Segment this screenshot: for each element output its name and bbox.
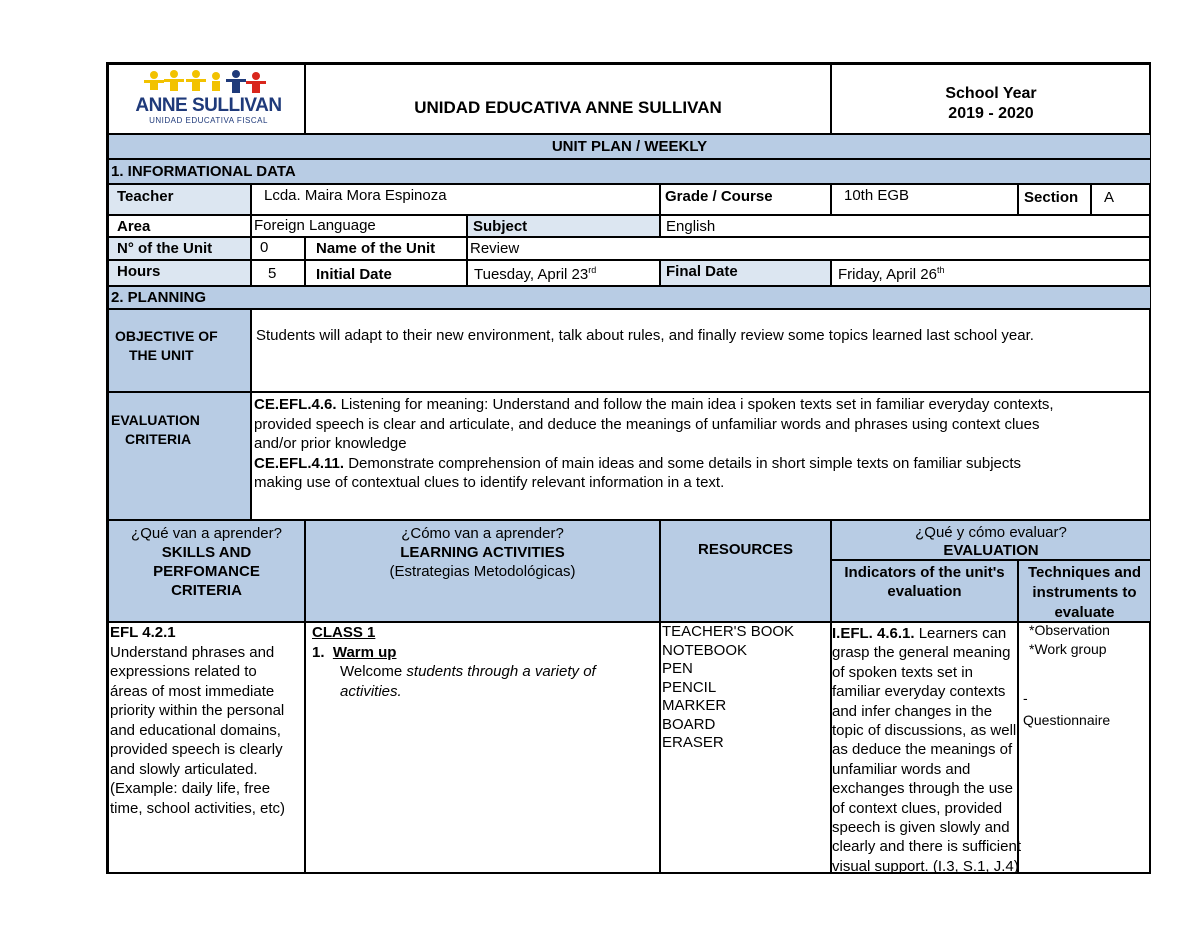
resources-cell <box>660 622 831 874</box>
hours-value: 5 <box>251 260 305 286</box>
evaluation-title: EVALUATION <box>943 542 1039 559</box>
evaluation-label-line1: EVALUATION <box>111 412 200 428</box>
skills-line: and educational domains, <box>110 721 281 739</box>
skills-cell <box>108 622 305 874</box>
indicator-first-rest: Learners can <box>914 625 1007 642</box>
indicator-line: exchanges through the use <box>832 780 1013 798</box>
indicator-line: and infer changes in the <box>832 702 993 720</box>
school-name: UNIDAD EDUCATIVA ANNE SULLIVAN <box>414 98 722 117</box>
unit-name-label: Name of the Unit <box>305 237 467 260</box>
skills-line: time, school activities, etc) <box>110 799 286 817</box>
grade-value: 10th EGB <box>831 184 1018 215</box>
skills-code: EFL 4.2.1 <box>110 624 176 641</box>
indicator-line: grasp the general meaning <box>832 644 1011 662</box>
skills-line: and slowly articulated. <box>110 760 258 778</box>
techniques-title-1: Techniques and <box>1027 564 1142 581</box>
warmup-text-line2 <box>312 682 659 702</box>
activities-question: ¿Cómo van a aprender? <box>401 525 564 542</box>
initial-date-value: Tuesday, April 23 <box>474 266 589 283</box>
evaluation-label-cell <box>108 392 251 520</box>
warmup-text-italic: students through a variety of <box>406 663 596 680</box>
teacher-label: Teacher <box>108 184 251 215</box>
skills-title-3: CRITERIA <box>171 582 242 599</box>
objective-label-cell <box>108 309 251 392</box>
skills-line: priority within the personal <box>110 702 285 719</box>
skills-line: provided speech is clearly <box>110 741 283 758</box>
initial-date-cell <box>467 260 660 286</box>
final-date-cell <box>831 260 1151 286</box>
indicator-line: of context clues, provided <box>832 799 1003 817</box>
teacher-value: Lcda. Maira Mora Espinoza <box>251 184 660 215</box>
initial-date-label: Initial Date <box>305 260 467 286</box>
criterion-1-line3: and/or prior knowledge <box>254 435 407 452</box>
area-label: Area <box>108 215 251 237</box>
technique-questionnaire: Questionnaire <box>1023 712 1111 728</box>
warmup-text-italic-2: activities. <box>340 682 402 700</box>
criterion-1-code: CE.EFL.4.6. <box>254 396 337 413</box>
indicator-line: topic of discussions, as well <box>832 722 1017 740</box>
indicators-title-2: evaluation <box>887 583 962 600</box>
skills-line: Understand phrases and <box>110 643 275 661</box>
technique-observation: *Observation <box>1029 622 1110 638</box>
techniques-header <box>1018 560 1151 622</box>
objective-label-line2: THE UNIT <box>129 347 194 363</box>
indicator-line: visual support. (I.3, S.1, J.4) <box>832 857 1019 875</box>
indicators-header <box>831 560 1018 622</box>
skills-title-1: SKILLS AND <box>161 544 252 561</box>
indicator-line-first <box>832 624 1017 643</box>
section-2-title: 2. PLANNING <box>108 286 1151 309</box>
resource-item: MARKER <box>662 697 727 714</box>
criterion-2-line2: making use of contextual clues to identify relevant information in a text. <box>254 474 725 491</box>
technique-work-group: *Work group <box>1029 641 1107 657</box>
section-1-title: 1. INFORMATIONAL DATA <box>108 159 1151 184</box>
techniques-title-3: evaluate <box>1054 604 1115 621</box>
unit-plan-sheet <box>106 62 1151 874</box>
warmup-title: Warm up <box>332 643 397 661</box>
resource-item: TEACHER'S BOOK <box>662 623 795 640</box>
indicator-line: clearly and there is sufficient <box>832 838 1021 856</box>
warmup-text-line1 <box>312 662 659 682</box>
technique-dash: - <box>1023 690 1028 706</box>
logo-title: ANNE SULLIVAN <box>135 95 282 116</box>
resource-item: ERASER <box>662 734 724 751</box>
unit-number-value: 0 <box>251 237 305 260</box>
subject-value: English <box>660 215 1151 237</box>
criterion-2-text: Demonstrate comprehension of main ideas and some details in short simple texts on familiar subjects <box>344 454 1022 472</box>
indicator-cell <box>831 622 1021 875</box>
activities-title: LEARNING ACTIVITIES <box>400 544 565 561</box>
skills-line: áreas of most immediate <box>110 682 275 700</box>
final-date-label: Final Date <box>660 260 831 286</box>
resource-item: NOTEBOOK <box>662 641 748 659</box>
final-date-suffix: th <box>936 265 945 275</box>
resources-title: RESOURCES <box>697 541 794 558</box>
grade-label: Grade / Course <box>660 184 831 215</box>
activities-cell <box>305 622 660 874</box>
criterion-1-line1 <box>254 395 1148 415</box>
indicator-line: familiar everyday contexts <box>832 683 1006 701</box>
logo-subtitle: UNIDAD EDUCATIVA FISCAL <box>149 116 268 125</box>
subject-label: Subject <box>467 215 660 237</box>
skills-title-2: PERFOMANCE <box>153 563 260 580</box>
evaluation-criteria-text <box>251 392 1151 520</box>
skills-question: ¿Qué van a aprender? <box>131 525 282 542</box>
school-name-cell <box>305 64 831 134</box>
resource-item: PEN <box>662 660 693 677</box>
warmup-heading <box>312 643 659 663</box>
logo-cell <box>108 64 305 134</box>
techniques-title-2: instruments to <box>1032 584 1137 601</box>
evaluation-label-line2: CRITERIA <box>125 431 192 447</box>
criterion-2-code: CE.EFL.4.11. <box>254 454 345 472</box>
indicator-line: of spoken texts set in <box>832 663 973 681</box>
evaluation-question: ¿Qué y cómo evaluar? <box>915 524 1067 541</box>
criterion-1-line2: provided speech is clear and articulate, and deduce the meanings of unfamiliar words and phrases using context clues <box>254 415 1040 433</box>
unit-name-value: Review <box>467 237 1151 260</box>
indicator-line: speech is given slowly and <box>832 819 1010 837</box>
class-title: CLASS 1 <box>312 624 376 641</box>
evaluation-header <box>831 520 1151 560</box>
school-year-cell <box>831 64 1151 134</box>
section-value: A <box>1091 184 1151 215</box>
indicator-line: unfamiliar words and <box>832 760 971 778</box>
final-date-value: Friday, April 26 <box>838 266 937 283</box>
resources-header <box>660 520 831 622</box>
criterion-2-line1 <box>254 454 1148 474</box>
indicators-title-1: Indicators of the unit's <box>844 564 1005 581</box>
skills-line: (Example: daily life, free <box>110 780 271 797</box>
initial-date-suffix: rd <box>588 265 597 275</box>
skills-line: expressions related to <box>110 663 257 680</box>
warmup-text-plain: Welcome <box>340 663 407 680</box>
area-value: Foreign Language <box>251 215 467 237</box>
warmup-number: 1. <box>312 643 325 661</box>
indicator-code: I.EFL. 4.6.1. <box>832 625 915 642</box>
resource-item: PENCIL <box>662 678 717 696</box>
school-year-label: School Year <box>945 85 1037 102</box>
hours-label: Hours <box>108 260 251 286</box>
criterion-1-text: Listening for meaning: Understand and follow the main idea i spoken texts set in familiar everyday contexts, <box>336 396 1054 413</box>
unit-number-label: N° of the Unit <box>108 237 251 260</box>
indicator-line: as deduce the meanings of <box>832 741 1013 759</box>
resource-item: BOARD <box>662 715 716 733</box>
section-label: Section <box>1018 184 1091 215</box>
objective-label-line1: OBJECTIVE OF <box>115 328 218 344</box>
objective-text: Students will adapt to their new environment, talk about rules, and finally review some topics learned last school year. <box>251 309 1151 392</box>
plan-title: UNIT PLAN / WEEKLY <box>108 134 1151 159</box>
activities-header <box>305 520 660 622</box>
skills-header <box>108 520 305 622</box>
activities-subtitle: (Estrategias Metodológicas) <box>389 563 576 580</box>
school-year-value: 2019 - 2020 <box>948 105 1034 122</box>
techniques-cell <box>1018 622 1151 874</box>
